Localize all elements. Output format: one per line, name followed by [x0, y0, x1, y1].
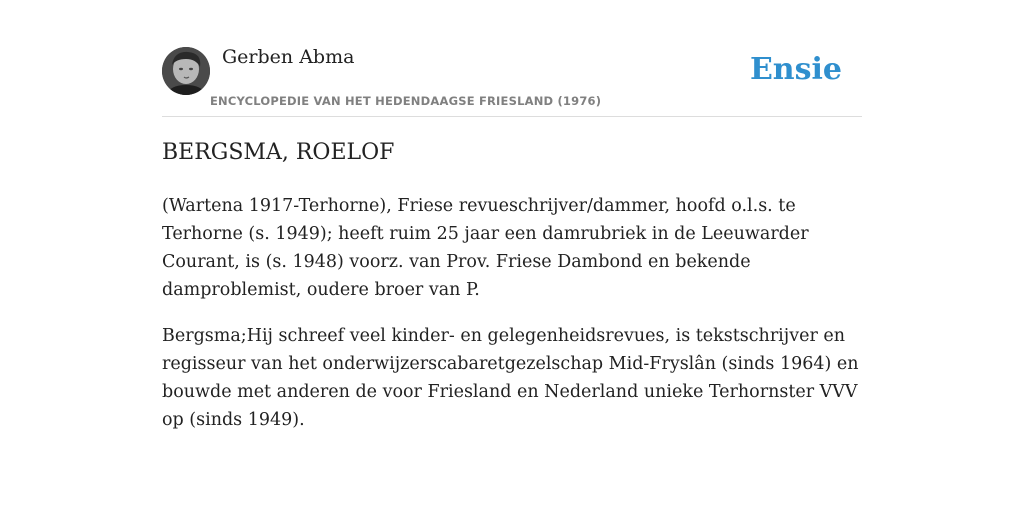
author-name[interactable]: Gerben Abma [222, 46, 355, 68]
article-title: BERGSMA, ROELOF [162, 140, 395, 165]
author-portrait-icon [162, 47, 210, 95]
article-body [162, 192, 862, 452]
author-avatar[interactable] [162, 47, 210, 95]
source-label[interactable]: ENCYCLOPEDIE VAN HET HEDENDAAGSE FRIESLAND (1976) [210, 94, 602, 108]
article-paragraph-2: Bergsma;Hij schreef veel kinder- en gelegenheidsrevues, is tekstschrijver en regisseur van het onderwijzerscabaretgezelschap Mid-Fryslân (sinds 1964) en bouwde met anderen de voor Friesland en Nederland unieke Terhornster VVV op (sinds 1949). [162, 326, 859, 430]
article-header [162, 44, 862, 117]
article-paragraph-1: (Wartena 1917-Terhorne), Friese revueschrijver/dammer, hoofd o.l.s. te Terhorne (s. 1949); heeft ruim 25 jaar een damrubriek in de Leeuwarder Courant, is (s. 1948) voorz. van Prov. Friese Dambond en bekende damproblemist, oudere broer van P. [162, 196, 809, 300]
brand-logo[interactable]: Ensie [749, 52, 842, 87]
